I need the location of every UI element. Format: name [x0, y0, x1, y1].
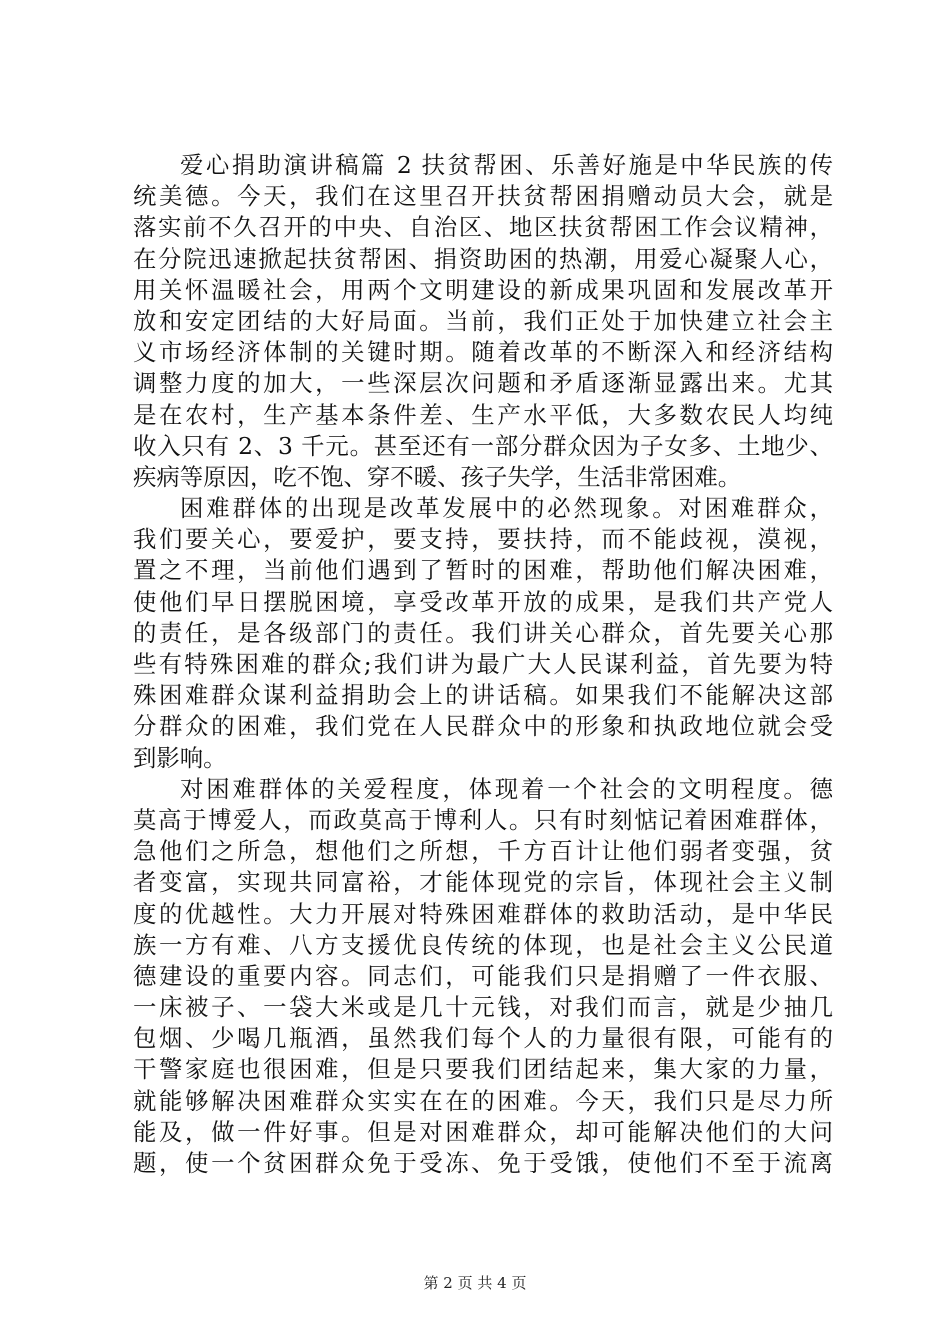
text-line: 分群众的困难，我们党在人民群众中的形象和执政地位就会受 — [133, 712, 833, 741]
text-line: 疾病等原因，吃不饱、穿不暖、孩子失学，生活非常困难。 — [133, 462, 742, 491]
text-line: 的责任，是各级部门的责任。我们讲关心群众，首先要关心那 — [133, 618, 833, 647]
text-line: 用关怀温暖社会，用两个文明建设的新成果巩固和发展改革开 — [133, 275, 833, 304]
text-line: 题，使一个贫困群众免于受冻、免于受饿，使他们不至于流离 — [133, 1149, 833, 1177]
text-line: 落实前不久召开的中央、自治区、地区扶贫帮困工作会议精神， — [133, 213, 833, 242]
text-line: 是在农村，生产基本条件差、生产水平低，大多数农民人均纯 — [133, 400, 833, 429]
text-line: 就能够解决困难群众实实在在的困难。今天，我们只是尽力所 — [133, 1086, 833, 1115]
text-line: 到影响。 — [133, 743, 227, 772]
text-line: 些有特殊困难的群众;我们讲为最广大人民谋利益，首先要为特 — [133, 650, 833, 678]
text-line: 干警家庭也很困难，但是只要我们团结起来，集大家的力量， — [133, 1055, 833, 1084]
text-line: 急他们之所急，想他们之所想，千方百计让他们弱者变强，贫 — [133, 837, 833, 866]
text-line: 收入只有 2、3 千元。甚至还有一部分群众因为子女多、土地少、 — [133, 431, 833, 460]
text-line: 义市场经济体制的关键时期。随着改革的不断深入和经济结构 — [133, 338, 833, 367]
text-line: 在分院迅速掀起扶贫帮困、捐资助困的热潮，用爱心凝聚人心， — [133, 244, 833, 273]
text-line: 爱心捐助演讲稿篇 2 扶贫帮困、乐善好施是中华民族的传 — [180, 151, 833, 179]
text-line: 包烟、少喝几瓶酒，虽然我们每个人的力量很有限，可能有的 — [133, 1024, 833, 1053]
page-footer: 第 2 页 共 4 页 — [423, 1274, 527, 1292]
text-line: 能及，做一件好事。但是对困难群众，却可能解决他们的大问 — [133, 1117, 833, 1146]
text-line: 者变富，实现共同富裕，才能体现党的宗旨，体现社会主义制 — [133, 868, 833, 897]
text-line: 一床被子、一袋大米或是几十元钱，对我们而言，就是少抽几 — [133, 993, 833, 1022]
text-line: 困难群体的出现是改革发展中的必然现象。对困难群众， — [180, 494, 833, 523]
text-line: 使他们早日摆脱困境，享受改革开放的成果，是我们共产党人 — [133, 587, 833, 616]
text-line: 殊困难群众谋利益捐助会上的讲话稿。如果我们不能解决这部 — [133, 681, 833, 710]
text-line: 统美德。今天，我们在这里召开扶贫帮困捐赠动员大会，就是 — [133, 182, 833, 211]
text-line: 调整力度的加大，一些深层次问题和矛盾逐渐显露出来。尤其 — [133, 369, 833, 398]
text-line: 莫高于博爱人，而政莫高于博利人。只有时刻惦记着困难群体， — [133, 805, 833, 834]
text-line: 放和安定团结的大好局面。当前，我们正处于加快建立社会主 — [133, 306, 833, 335]
text-line: 族一方有难、八方支援优良传统的体现，也是社会主义公民道 — [133, 930, 833, 959]
text-line: 德建设的重要内容。同志们，可能我们只是捐赠了一件衣服、 — [133, 961, 833, 990]
text-line: 置之不理，当前他们遇到了暂时的困难，帮助他们解决困难， — [133, 556, 833, 585]
text-line: 度的优越性。大力开展对特殊困难群体的救助活动，是中华民 — [133, 899, 833, 928]
text-line: 我们要关心，要爱护，要支持，要扶持，而不能歧视，漠视， — [133, 525, 833, 554]
text-line: 对困难群体的关爱程度，体现着一个社会的文明程度。德 — [180, 774, 833, 803]
body-text — [133, 150, 833, 1179]
